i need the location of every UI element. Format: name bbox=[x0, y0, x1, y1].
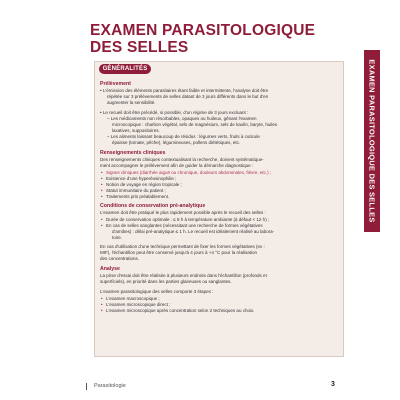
text-line: épaisse (tomate, pêche), légumineuses, pollens diététiques, etc. bbox=[112, 140, 241, 145]
analyse-paragraph-1 bbox=[100, 273, 338, 285]
list-item: • Statut immunitaire du patient ; bbox=[100, 188, 338, 194]
heading-renseignements: Renseignements cliniques bbox=[100, 150, 166, 156]
text-line: ment accompagner le prélèvement afin de guider la démarche diagnostique : bbox=[100, 163, 254, 168]
text-line: La prise d'essai doit être réalisée à plusieurs endroits dans l'échantillon (profonds et bbox=[100, 273, 267, 278]
conservation-paragraph-2 bbox=[100, 244, 338, 262]
list-item: • L'examen microscopique après concentration selon 2 techniques au choix. bbox=[100, 308, 338, 314]
list-item: • Traitements pris préalablement. bbox=[100, 194, 338, 200]
page-title-line1: EXAMEN PARASITOLOGIQUE bbox=[90, 22, 316, 39]
text-line: laxatives, suppositoires. bbox=[112, 128, 160, 133]
text-line: superficiels), en priorité dans les parties glaireuses ou sanglantes. bbox=[100, 279, 232, 284]
text-line: • L'émission des éléments parasitaires étant faible et intermittente, l'analyse doit être bbox=[100, 88, 269, 93]
heading-analyse: Analyse bbox=[100, 266, 120, 272]
page-title-line2: DES SELLES bbox=[90, 39, 189, 56]
text-line: L'examen doit être pratiqué le plus rapidement possible après le recueil des selles : bbox=[100, 210, 266, 215]
conservation-list bbox=[100, 217, 338, 241]
renseignements-list bbox=[100, 170, 338, 200]
section-label: GÉNÉRALITÉS bbox=[99, 64, 151, 74]
text-line: • Le recueil doit être précédé, si possible, d'un régime de 3 jours excluant : bbox=[100, 110, 249, 115]
footer-section-label: Parasitologie bbox=[94, 383, 126, 389]
text-line: d'amibes) : délai pré-analytique ≤ 1 h. Le recueil est idéalement réalisé au labora- bbox=[112, 229, 275, 234]
side-chapter-tab bbox=[364, 50, 380, 232]
list-item: • L'examen microscopique direct ; bbox=[100, 302, 338, 308]
list-item: • Durée de conservation optimale : ≤ 8 h à température ambiante (à défaut < 12 h) ; bbox=[100, 217, 338, 223]
footer-separator bbox=[86, 383, 87, 390]
text-line: – Les médicaments non résorbables, opaques ou huileux, gênant l'examen bbox=[107, 116, 257, 121]
analyse-list bbox=[100, 296, 338, 314]
text-line: répétée sur 3 prélèvements de selles datant de 3 jours différents dans le but d'en bbox=[107, 94, 269, 99]
list-item: • Signes cliniques (diarrhée aiguë ou chronique, douleurs abdominales, fièvre, etc.) ; bbox=[100, 170, 338, 176]
text-line: Des renseignements cliniques contextualisant la recherche, doivent systématique- bbox=[100, 157, 264, 162]
text-line: toire. bbox=[112, 235, 123, 240]
heading-conservation: Conditions de conservation pré-analytique bbox=[100, 203, 206, 209]
side-chapter-tab-label: EXAMEN PARASITOLOGIQUE DES SELLES bbox=[367, 59, 377, 223]
page-number: 3 bbox=[331, 381, 335, 388]
renseignements-intro bbox=[100, 157, 338, 169]
text-line: augmenter la sensibilité. bbox=[107, 100, 156, 105]
list-item: • En cas de selles sanglantes (nécessitant une recherche de formes végétatives bbox=[100, 223, 338, 229]
content-body bbox=[100, 81, 338, 314]
text-line: – Les aliments laissant beaucoup de résidus : légumes verts, fruits à cuticule bbox=[107, 134, 260, 139]
text-line: MIF), l'échantillon peut être conservé jusqu'à 4 jours à +4 °C pour la réalisation bbox=[100, 250, 257, 255]
list-item: • Existence d'une hyperéosinophilie ; bbox=[100, 176, 338, 182]
text-line: des concentrations. bbox=[100, 256, 140, 261]
analyse-paragraph-2: L'examen parasitologique des selles comporte 3 étapes : bbox=[100, 289, 214, 294]
prelevement-paragraph-1 bbox=[100, 88, 338, 106]
list-item: • Notion de voyage en région tropicale ; bbox=[100, 182, 338, 188]
text-line: microscopique : charbon végétal, sels de magnésium, sels de kaolin, baryte, huiles bbox=[112, 122, 278, 127]
heading-prelevement: Prélèvement bbox=[100, 81, 131, 87]
text-line: En cas d'utilisation d'une technique permettant de fixer les formes végétatives (ex : bbox=[100, 244, 265, 249]
conservation-paragraph-1 bbox=[100, 210, 338, 216]
page-title bbox=[90, 22, 340, 56]
list-item: • L'examen macroscopique ; bbox=[100, 296, 338, 302]
prelevement-paragraph-2 bbox=[100, 110, 338, 146]
